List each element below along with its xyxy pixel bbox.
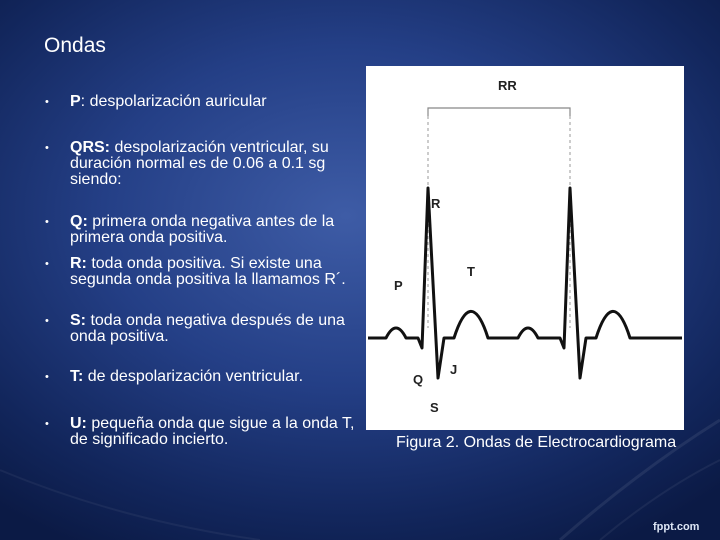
bullet-dot: • — [45, 315, 49, 327]
slide-title: Ondas — [44, 34, 106, 57]
ecg-trace — [368, 188, 682, 378]
bullet-qrs: QRS: despolarización ventricular, su duración normal es de 0.06 a 0.1 sg siendo: — [70, 139, 329, 188]
r-label: R — [431, 196, 441, 211]
bullet-s: S: toda onda negativa después de una onda positiva. — [70, 312, 345, 345]
rr-bracket — [428, 108, 570, 116]
watermark: fppt.com — [653, 521, 700, 533]
bullet-dot: • — [45, 418, 49, 430]
bullet-t: T: de despolarización ventricular. — [70, 368, 304, 385]
bullet-dot: • — [45, 216, 49, 228]
bullet-r: R: toda onda positiva. Si existe una segunda onda positiva la llamamos R´. — [70, 255, 346, 288]
bullet-dot: • — [45, 371, 49, 383]
p-label: P — [394, 278, 403, 293]
ecg-figure — [366, 66, 684, 430]
bullet-p: P: despolarización auricular — [70, 93, 267, 110]
t-label: T — [467, 264, 475, 279]
bullet-u: U: pequeña onda que sigue a la onda T, de significado incierto. — [70, 415, 355, 448]
j-label: J — [450, 362, 458, 377]
bullet-q: Q: primera onda negativa antes de la primera onda positiva. — [70, 213, 335, 246]
bullet-dot: • — [45, 96, 49, 108]
q-label: Q — [413, 372, 424, 387]
rr-label: RR — [498, 78, 517, 93]
figure-caption: Figura 2. Ondas de Electrocardiograma — [396, 434, 677, 451]
ecg-diagram — [366, 66, 684, 430]
bullet-dot: • — [45, 258, 49, 270]
bullet-dot: • — [45, 142, 49, 154]
s-label: S — [430, 400, 439, 415]
